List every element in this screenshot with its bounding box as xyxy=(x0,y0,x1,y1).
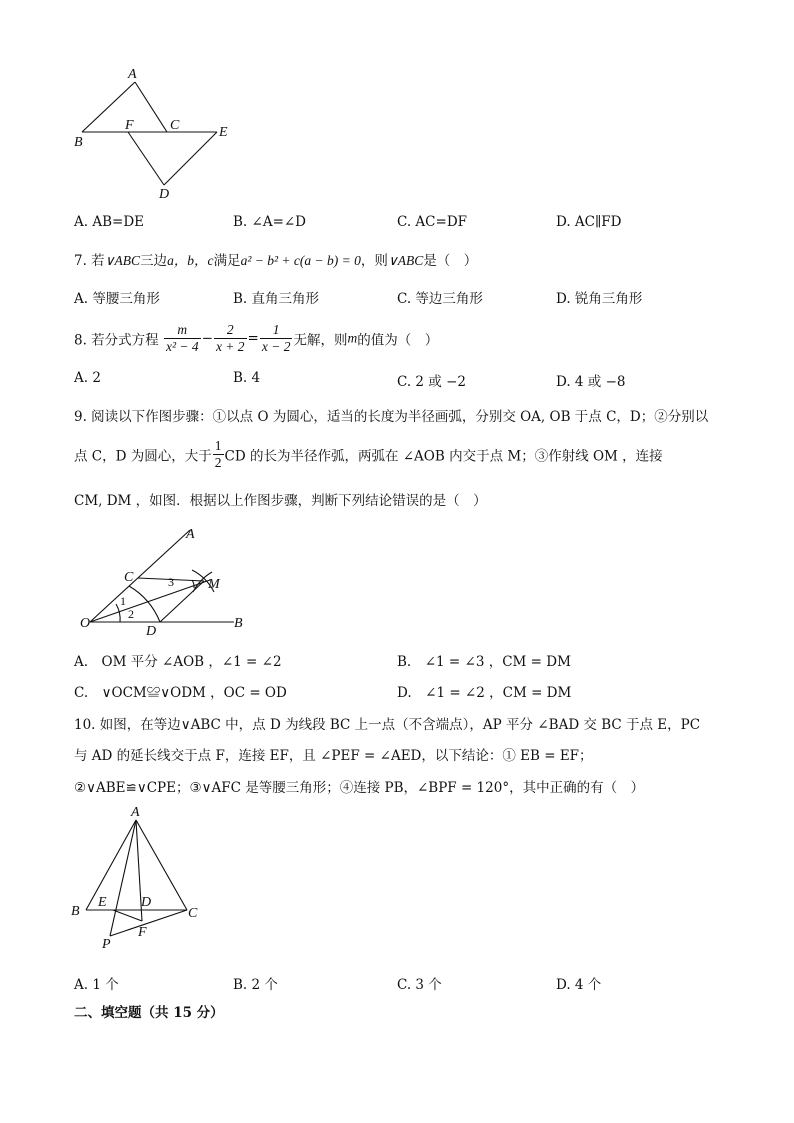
q7-option-a[interactable]: A. 等腰三角形 xyxy=(74,291,160,307)
q10-line1: 10. 如图，在等边∨ABC 中，点 D 为线段 BC 上一点（不含端点），AP 平分 ∠BAD 交 BC 于点 E，PC xyxy=(74,717,701,733)
q7-tri2: ∨ABC xyxy=(387,253,424,268)
q9-option-b[interactable]: B. ∠1 = ∠3 ，CM = DM xyxy=(397,654,571,670)
label-D: D xyxy=(146,624,157,639)
q8-option-a[interactable]: A. 2 xyxy=(74,370,101,386)
q8-equals: = xyxy=(247,330,259,347)
q6-option-c[interactable]: C. AC=DF xyxy=(397,214,468,230)
q9-half xyxy=(213,438,224,471)
q7-vars: a，b，c xyxy=(167,253,214,268)
label-E: E xyxy=(219,125,228,140)
q6-option-a[interactable]: A. AB=DE xyxy=(74,214,144,230)
label-B: B xyxy=(234,616,243,631)
q8-frac2 xyxy=(214,322,247,355)
q9-line2 xyxy=(74,438,663,471)
label-E: E xyxy=(98,895,107,910)
q6-option-b[interactable]: B. ∠A=∠D xyxy=(233,214,307,230)
q10-option-c[interactable]: C. 3 个 xyxy=(397,977,442,993)
label-A: A xyxy=(186,527,195,542)
label-A: A xyxy=(128,67,137,82)
q7-option-c[interactable]: C. 等边三角形 xyxy=(397,291,483,307)
q7-stem xyxy=(74,249,477,269)
q8-option-c[interactable]: C. 2 或 −2 xyxy=(397,374,467,390)
q9-line2-post: CD 的长为半径作弧，两弧在 ∠AOB 内交于点 M；③作射线 OM ，连接 xyxy=(224,448,663,465)
q10-line3: ②∨ABE≌∨CPE；③∨AFC 是等腰三角形；④连接 PB，∠BPF = 120°，其中正确的有（ ） xyxy=(74,780,645,796)
q10-option-d[interactable]: D. 4 个 xyxy=(556,977,602,993)
q7-text-cond: 满足 xyxy=(213,253,241,269)
label-D: D xyxy=(141,895,152,910)
label-D: D xyxy=(159,187,170,202)
q7-text-post: ，则 xyxy=(360,253,388,269)
q8-minus: − xyxy=(201,330,213,347)
q9-option-d[interactable]: D. ∠1 = ∠2 ，CM = DM xyxy=(397,685,572,701)
label-A: A xyxy=(131,805,140,820)
figure-q6 xyxy=(70,62,240,202)
q8-text-pre: 8. 若分式方程 xyxy=(74,332,159,349)
q7-option-b[interactable]: B. 直角三角形 xyxy=(233,291,320,307)
q8-option-d[interactable]: D. 4 或 −8 xyxy=(556,374,626,390)
label-P: P xyxy=(102,937,111,952)
angle-2: 2 xyxy=(128,607,134,621)
q8-option-b[interactable]: B. 4 xyxy=(233,370,261,386)
q9-option-c[interactable]: C. ∨OCM≌∨ODM ，OC = OD xyxy=(74,685,287,701)
q9-line3: CM, DM ，如图．根据以上作图步骤，判断下列结论错误的是（ ） xyxy=(74,493,487,509)
label-F: F xyxy=(125,118,134,133)
q7-text-mid: 三边 xyxy=(140,253,168,269)
q7-option-d[interactable]: D. 锐角三角形 xyxy=(556,291,643,307)
label-F: F xyxy=(138,925,147,940)
q8-frac3 xyxy=(260,322,293,355)
q7-text-end: 是（ ） xyxy=(423,253,478,269)
label-C: C xyxy=(188,906,198,921)
q7-tri: ∨ABC xyxy=(104,253,141,268)
q6-option-d[interactable]: D. AC∥FD xyxy=(556,214,622,230)
section-heading: 二、填空题（共 15 分） xyxy=(74,1005,224,1021)
q7-text-pre: 7. 若 xyxy=(74,253,105,269)
q8-frac1-num: m xyxy=(164,322,201,339)
q8-frac2-den: x + 2 xyxy=(215,339,245,354)
q8-text-end: 的值为（ ） xyxy=(357,332,439,349)
q8-frac1-den: x² − 4 xyxy=(165,339,199,354)
figure-q10 xyxy=(66,804,216,954)
q9-option-a[interactable]: A. OM 平分 ∠AOB ，∠1 = ∠2 xyxy=(74,654,282,670)
label-M: M xyxy=(208,577,220,592)
q10-option-b[interactable]: B. 2 个 xyxy=(233,977,278,993)
label-C: C xyxy=(170,118,180,133)
q9-half-den: 2 xyxy=(214,455,222,470)
label-B: B xyxy=(71,904,80,919)
angle-3: 3 xyxy=(168,575,174,589)
angle-1: 1 xyxy=(120,594,126,608)
figure-q9 xyxy=(76,522,256,640)
q8-frac3-num: 1 xyxy=(260,322,293,339)
q8-var: m xyxy=(347,330,358,346)
label-O: O xyxy=(80,616,91,631)
q8-stem xyxy=(74,322,438,355)
q9-line2-pre: 点 C，D 为圆心，大于 xyxy=(74,448,212,465)
q8-frac2-num: 2 xyxy=(214,322,247,339)
q10-option-a[interactable]: A. 1 个 xyxy=(74,977,119,993)
q9-line1: 9. 阅读以下作图步骤：①以点 O 为圆心，适当的长度为半径画弧，分别交 OA, OB 于点 C，D；②分别以 xyxy=(74,409,709,425)
q9-half-num: 1 xyxy=(214,438,222,453)
q8-frac1 xyxy=(164,322,201,355)
q8-frac3-den: x − 2 xyxy=(261,339,291,354)
label-B: B xyxy=(74,135,83,150)
q10-line2: 与 AD 的延长线交于点 F，连接 EF，且 ∠PEF = ∠AED，以下结论：① EB = EF； xyxy=(74,748,593,764)
label-C: C xyxy=(124,570,134,585)
q7-equation: a² − b² + c(a − b) = 0 xyxy=(240,253,361,268)
q8-text-post: 无解，则 xyxy=(293,332,348,349)
